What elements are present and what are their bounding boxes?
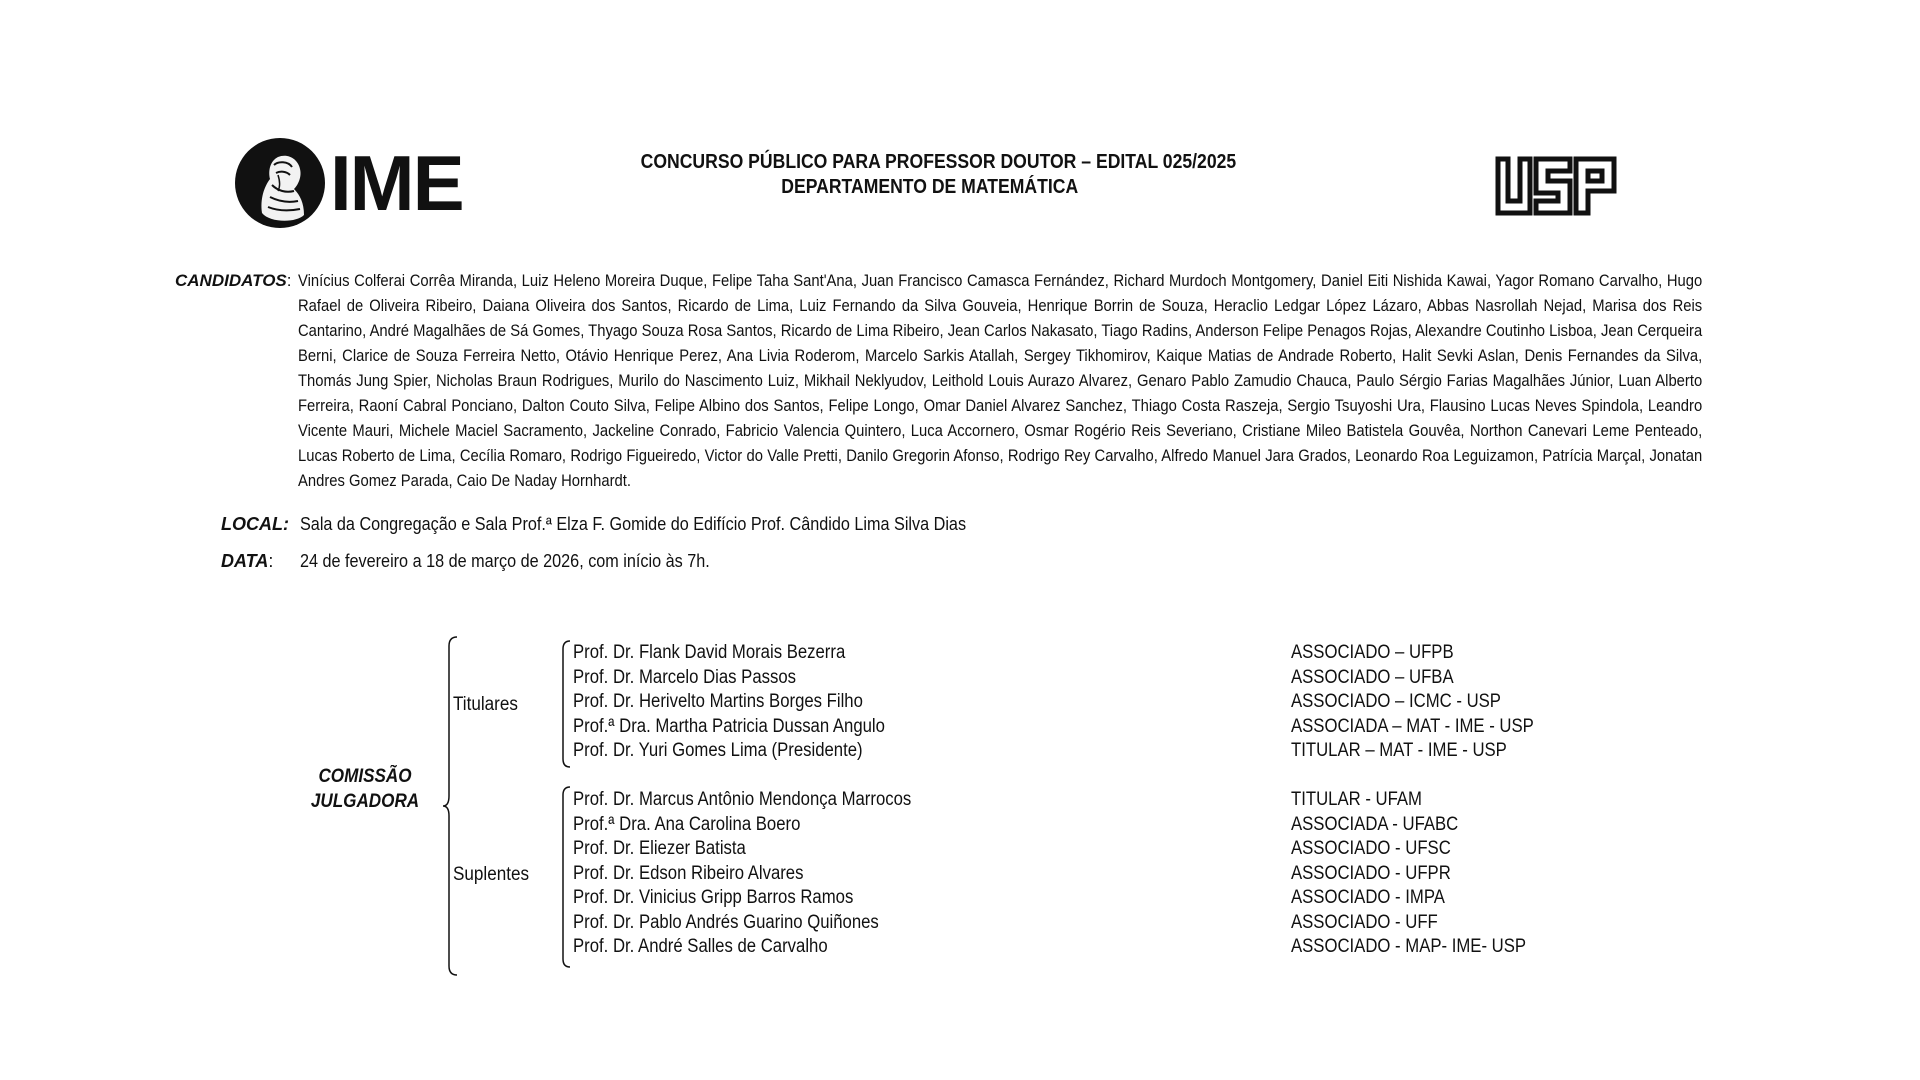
suplentes-label: Suplentes xyxy=(453,864,530,885)
member-name: Prof. Dr. Herivelto Martins Borges Filho xyxy=(573,691,863,712)
local-label: LOCAL: xyxy=(221,514,289,534)
ime-logo-text: IME xyxy=(330,139,463,227)
member-role: ASSOCIADO - UFSC xyxy=(1291,838,1451,859)
member-name: Prof.ª Dra. Ana Carolina Boero xyxy=(573,813,801,835)
ime-logo xyxy=(234,135,474,231)
list-item xyxy=(573,641,1573,666)
member-name: Prof. Dr. Edson Ribeiro Alvares xyxy=(573,862,804,884)
list-item xyxy=(573,935,1573,960)
member-name: Prof. Dr. Flank David Morais Bezerra xyxy=(573,642,846,663)
usp-logo-text: USP xyxy=(1494,155,1497,156)
member-name: Prof. Dr. Eliezer Batista xyxy=(573,838,746,859)
local-text: Sala da Congregação e Sala Prof.ª Elza F. Gomide do Edifício Prof. Cândido Lima Silva Dias xyxy=(300,514,967,534)
member-role: ASSOCIADO – UFPB xyxy=(1291,642,1454,663)
member-role: ASSOCIADA - UFABC xyxy=(1291,813,1459,835)
list-item xyxy=(573,862,1573,887)
member-role: TITULAR - UFAM xyxy=(1291,789,1422,810)
member-role: ASSOCIADO - UFF xyxy=(1291,911,1438,933)
list-item xyxy=(573,715,1573,740)
member-role: ASSOCIADA – MAT - IME - USP xyxy=(1291,715,1534,737)
suplentes-brace xyxy=(557,786,571,968)
commission-label: COMISSÃO JULGADORA xyxy=(310,766,420,812)
member-role: ASSOCIADO - MAP- IME- USP xyxy=(1291,936,1527,957)
candidates-list: Vinícius Colferai Corrêa Miranda, Luiz Heleno Moreira Duque, Felipe Taha Sant'Ana, Juan Francisco Camasca Fernández, Richard Murdoch Montgomery, Daniel Eiti Nishida Kawai, Yagor Romano Carvalho, Hugo Rafael de Oliveira Ribeiro, Daiana Oliveira dos Santos, Ricardo de Lima, Luiz Fernando da Silva Gouveia, Henrique Borrin de Souza, Heraclio Ledgar López Lázaro, Abbas Nasrollah Nejad, Marisa dos Reis Cantarino, André Magalhães de Sá Gomes, Thyago Souza Rosa Santos, Ricardo de Lima Ribeiro, Jean Carlos Nakasato, Tiago Radins, Anderson Felipe Penagos Rojas, Alexandre Coutinho Lisboa, Jean Cerqueira Berni, Clarice de Souza Ferreira Netto, Otávio Henrique Perez, Ana Livia Roderom, Marcelo Sarkis Atallah, Sergey Tikhomirov, Kaique Matias de Andrade Roberto, Halit Sevki Aslan, Denis Fernandes da Silva, Thomás Jung Spier, Nicholas Braun Rodrigues, Murilo do Nascimento Luiz, Mikhail Neklyudov, Leithold Louis Aurazo Alvarez, Genaro Pablo Zamudio Chauca, Paulo Sérgio Farias Magalhães Júnior, Luan Alberto Ferreira, Raoní Cabral Ponciano, Dalton Couto Silva, Felipe Albino dos Santos, Felipe Longo, Omar Daniel Alvarez Sanchez, Thiago Costa Raszeja, Sergio Tsuyoshi Ura, Flausino Lucas Neves Spindola, Leandro Vicente Mauri, Michele Maciel Sacramento, Jackeline Conrado, Fabricio Valencia Quintero, Luca Accornero, Osmar Rogério Reis Severiano, Cristiane Mileo Batistela Gouvêa, Northon Canevari Leme Penteado, Lucas Roberto de Lima, Cecília Romaro, Rodrigo Figueiredo, Victor do Valle Pretti, Danilo Gregorin Afonso, Rodrigo Rey Carvalho, Alfredo Manuel Jara Grados, Leonardo Roa Leguizamon, Patrícia Marçal, Jonatan Andres Gomez Parada, Caio De Naday Hornhardt. xyxy=(298,271,1703,490)
member-role: ASSOCIADO - UFPR xyxy=(1291,862,1451,884)
member-role: ASSOCIADO - IMPA xyxy=(1291,887,1445,908)
member-role: ASSOCIADO – UFBA xyxy=(1291,666,1454,688)
list-item xyxy=(573,886,1573,911)
list-item xyxy=(573,739,1573,764)
titulares-label: Titulares xyxy=(453,694,518,715)
titulares-list xyxy=(573,641,1573,764)
list-item xyxy=(573,666,1573,691)
list-item xyxy=(573,788,1573,813)
candidates-label: CANDIDATOS: xyxy=(175,271,292,290)
member-name: Prof. Dr. Marcus Antônio Mendonça Marrocos xyxy=(573,789,912,810)
member-name: Prof. Dr. Vinicius Gripp Barros Ramos xyxy=(573,887,854,908)
list-item xyxy=(573,911,1573,936)
member-name: Prof. Dr. Pablo Andrés Guarino Quiñones xyxy=(573,911,879,933)
usp-logo-icon xyxy=(1494,155,1618,217)
member-name: Prof.ª Dra. Martha Patricia Dussan Angulo xyxy=(573,715,885,737)
title-line-1: CONCURSO PÚBLICO PARA PROFESSOR DOUTOR – EDITAL 025/2025 xyxy=(640,151,1237,173)
member-name: Prof. Dr. Yuri Gomes Lima (Presidente) xyxy=(573,740,863,761)
list-item xyxy=(573,813,1573,838)
ime-portrait-icon xyxy=(234,135,326,231)
member-name: Prof. Dr. Marcelo Dias Passos xyxy=(573,666,797,688)
member-role: ASSOCIADO – ICMC - USP xyxy=(1291,691,1501,712)
document-title xyxy=(600,150,1260,200)
titulares-brace xyxy=(557,640,571,768)
commission-brace xyxy=(442,636,458,976)
member-role: TITULAR – MAT - IME - USP xyxy=(1291,740,1507,761)
member-name: Prof. Dr. André Salles de Carvalho xyxy=(573,936,828,957)
date-text: 24 de fevereiro a 18 de março de 2026, com início às 7h. xyxy=(300,551,710,571)
list-item xyxy=(573,837,1573,862)
suplentes-list xyxy=(573,788,1573,960)
list-item xyxy=(573,690,1573,715)
title-line-2: DEPARTAMENTO DE MATEMÁTICA xyxy=(781,176,1079,198)
date-label: DATA: xyxy=(221,551,274,571)
usp-logo xyxy=(1494,155,1618,217)
